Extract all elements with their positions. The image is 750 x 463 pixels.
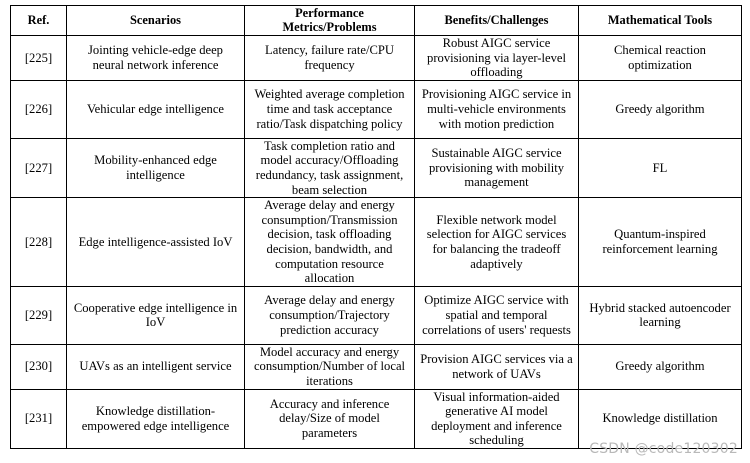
table-row	[11, 80, 742, 138]
cell-ref: [231]	[11, 389, 67, 448]
cell-performance: Latency, failure rate/CPU frequency	[245, 36, 415, 81]
header-benefits: Benefits/Challenges	[415, 6, 579, 36]
cell-benefits: Robust AIGC service provisioning via layer-level offloading	[415, 36, 579, 81]
cell-tools: FL	[579, 138, 742, 197]
table-row	[11, 344, 742, 389]
cell-tools: Greedy algorithm	[579, 80, 742, 138]
cell-performance: Task completion ratio and model accuracy/Offloading redundancy, task assignment, beam selection	[245, 138, 415, 197]
cell-performance: Weighted average completion time and task acceptance ratio/Task dispatching policy	[245, 80, 415, 138]
watermark: CSDN @code120302	[589, 441, 738, 457]
cell-ref: [230]	[11, 344, 67, 389]
cell-ref: [227]	[11, 138, 67, 197]
cell-tools: Chemical reaction optimization	[579, 36, 742, 81]
header-tools: Mathematical Tools	[579, 6, 742, 36]
comparison-table	[10, 5, 742, 449]
cell-performance: Average delay and energy consumption/Transmission decision, task offloading decision, bandwidth, and computation resource allocation	[245, 198, 415, 287]
table-row	[11, 138, 742, 197]
cell-benefits: Flexible network model selection for AIGC services for balancing the tradeoff adaptively	[415, 198, 579, 287]
cell-scenario: Vehicular edge intelligence	[67, 80, 245, 138]
table-header-row	[11, 6, 742, 36]
cell-benefits: Optimize AIGC service with spatial and temporal correlations of users' requests	[415, 286, 579, 344]
header-performance: Performance Metrics/Problems	[245, 6, 415, 36]
table-row	[11, 198, 742, 287]
cell-performance: Accuracy and inference delay/Size of model parameters	[245, 389, 415, 448]
cell-tools: Quantum-inspired reinforcement learning	[579, 198, 742, 287]
cell-ref: [228]	[11, 198, 67, 287]
table-row	[11, 389, 742, 448]
cell-scenario: Knowledge distillation-empowered edge intelligence	[67, 389, 245, 448]
cell-scenario: Mobility-enhanced edge intelligence	[67, 138, 245, 197]
cell-benefits: Provisioning AIGC service in multi-vehicle environments with motion prediction	[415, 80, 579, 138]
cell-tools: Hybrid stacked autoencoder learning	[579, 286, 742, 344]
header-scenarios: Scenarios	[67, 6, 245, 36]
cell-benefits: Sustainable AIGC service provisioning with mobility management	[415, 138, 579, 197]
table-row	[11, 286, 742, 344]
cell-ref: [226]	[11, 80, 67, 138]
cell-tools: Greedy algorithm	[579, 344, 742, 389]
table-row	[11, 36, 742, 81]
cell-tools: Knowledge distillation	[579, 389, 742, 448]
cell-scenario: UAVs as an intelligent service	[67, 344, 245, 389]
cell-ref: [229]	[11, 286, 67, 344]
cell-benefits: Provision AIGC services via a network of UAVs	[415, 344, 579, 389]
cell-scenario: Cooperative edge intelligence in IoV	[67, 286, 245, 344]
cell-benefits: Visual information-aided generative AI model deployment and inference scheduling	[415, 389, 579, 448]
cell-scenario: Jointing vehicle-edge deep neural network inference	[67, 36, 245, 81]
cell-performance: Model accuracy and energy consumption/Number of local iterations	[245, 344, 415, 389]
cell-performance: Average delay and energy consumption/Trajectory prediction accuracy	[245, 286, 415, 344]
cell-scenario: Edge intelligence-assisted IoV	[67, 198, 245, 287]
cell-ref: [225]	[11, 36, 67, 81]
header-ref: Ref.	[11, 6, 67, 36]
